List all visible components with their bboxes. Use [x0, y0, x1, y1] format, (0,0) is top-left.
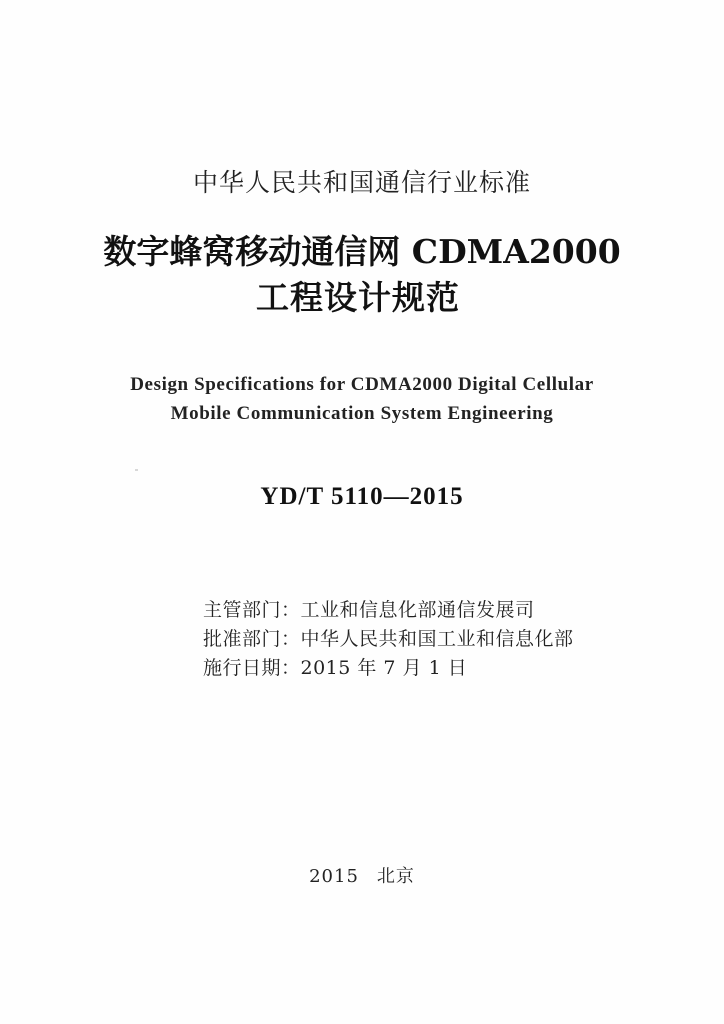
- english-title-line-1: Design Specifications for CDMA2000 Digital Cellular: [130, 374, 594, 395]
- standard-category: 中华人民共和国通信行业标准: [192, 168, 531, 197]
- effective-date-line: 施行日期：2015 年 7 月 1 日: [203, 657, 468, 679]
- issuing-info: [203, 596, 574, 683]
- publication-info: [0, 862, 724, 888]
- department-line: 主管部门：工业和信息化部通信发展司: [203, 599, 535, 621]
- standard-number: YD/T 5110—2015: [260, 483, 464, 510]
- scan-speck: [135, 469, 138, 471]
- publish-year: 2015: [309, 866, 359, 887]
- chinese-title-line-1: 数字蜂窝移动通信网 CDMA2000: [103, 232, 621, 271]
- publish-place: 北京: [376, 866, 415, 887]
- english-title-line-2: Mobile Communication System Engineering: [170, 403, 554, 424]
- approval-line: 批准部门：中华人民共和国工业和信息化部: [203, 628, 574, 650]
- chinese-title-line-2: 工程设计规范: [256, 278, 460, 317]
